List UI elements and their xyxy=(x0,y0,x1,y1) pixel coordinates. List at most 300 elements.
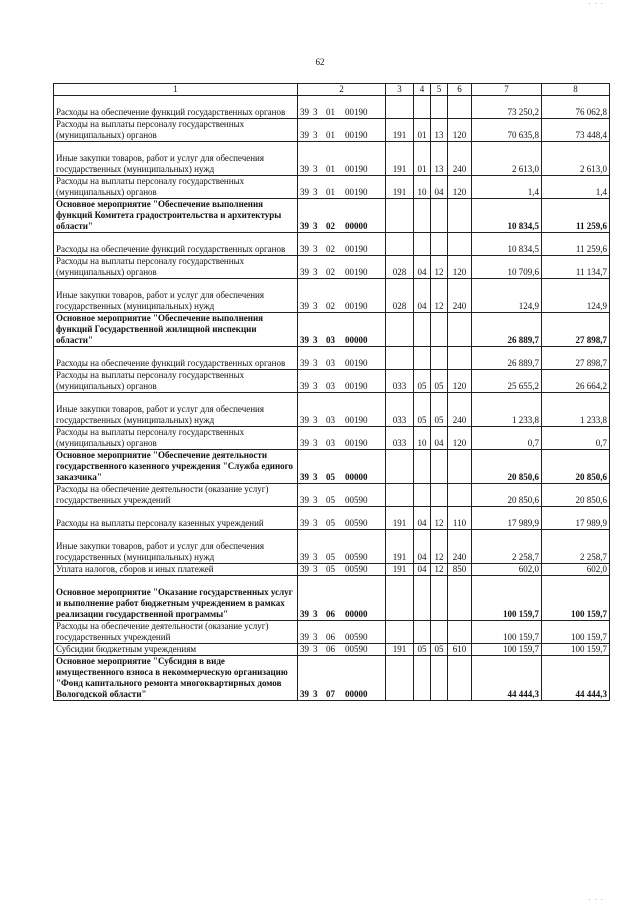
row-code xyxy=(298,564,386,576)
row-col-5 xyxy=(431,656,448,701)
table-row xyxy=(54,256,610,279)
header-col-5: 5 xyxy=(431,84,448,96)
row-col-6: 120 xyxy=(448,119,472,142)
code-part: 00000 xyxy=(345,689,368,699)
row-col-4 xyxy=(414,450,431,484)
row-col-8: 2 258,7 xyxy=(542,530,610,564)
row-col-3 xyxy=(386,576,414,621)
table-row xyxy=(54,450,610,484)
row-name: Расходы на обеспечение функций государственных органов xyxy=(54,233,298,256)
code-part: 03 xyxy=(326,415,335,425)
row-col-8: 124,9 xyxy=(542,279,610,313)
table-row xyxy=(54,370,610,393)
header-col-2: 2 xyxy=(298,84,386,96)
table-header-row xyxy=(54,84,610,96)
code-part: 3 xyxy=(313,495,318,505)
code-part: 00590 xyxy=(345,564,368,574)
table-row xyxy=(54,530,610,564)
row-col-3: 028 xyxy=(386,279,414,313)
row-col-3 xyxy=(386,96,414,119)
row-code xyxy=(298,233,386,256)
code-part: 03 xyxy=(326,438,335,448)
row-col-8: 2 613,0 xyxy=(542,142,610,176)
row-col-6: 240 xyxy=(448,393,472,427)
row-code xyxy=(298,347,386,370)
row-col-4: 04 xyxy=(414,256,431,279)
table-row xyxy=(54,176,610,199)
row-col-7: 10 709,6 xyxy=(472,256,542,279)
row-name: Основное мероприятие "Обеспечение деятельности государственного казенного учреждения "Служба единого заказчика" xyxy=(54,450,298,484)
row-col-7: 100 159,7 xyxy=(472,621,542,644)
row-col-6 xyxy=(448,233,472,256)
code-part: 39 xyxy=(300,164,309,174)
row-col-4: 10 xyxy=(414,176,431,199)
row-col-3: 191 xyxy=(386,530,414,564)
row-col-8: 76 062,8 xyxy=(542,96,610,119)
code-part: 3 xyxy=(313,358,318,368)
code-part: 3 xyxy=(313,564,318,574)
row-col-6 xyxy=(448,313,472,347)
row-col-3 xyxy=(386,621,414,644)
row-name: Расходы на обеспечение функций государственных органов xyxy=(54,96,298,119)
row-col-7: 602,0 xyxy=(472,564,542,576)
code-part: 39 xyxy=(300,335,309,345)
row-col-8: 11 134,7 xyxy=(542,256,610,279)
row-col-3: 191 xyxy=(386,507,414,530)
code-part: 03 xyxy=(326,335,335,345)
code-part: 39 xyxy=(300,358,309,368)
row-col-7: 124,9 xyxy=(472,279,542,313)
row-col-3 xyxy=(386,199,414,233)
row-col-5: 12 xyxy=(431,564,448,576)
row-col-5 xyxy=(431,313,448,347)
code-part: 00190 xyxy=(345,381,368,391)
code-part: 05 xyxy=(326,518,335,528)
row-col-8: 100 159,7 xyxy=(542,576,610,621)
row-code xyxy=(298,393,386,427)
row-code xyxy=(298,370,386,393)
code-part: 00190 xyxy=(345,244,368,254)
code-part: 00000 xyxy=(345,609,368,619)
row-col-6 xyxy=(448,199,472,233)
code-part: 3 xyxy=(313,130,318,140)
row-col-8: 20 850,6 xyxy=(542,484,610,507)
row-col-4 xyxy=(414,347,431,370)
row-col-5: 05 xyxy=(431,370,448,393)
code-part: 3 xyxy=(313,689,318,699)
table-body xyxy=(54,96,610,701)
code-part: 3 xyxy=(313,221,318,231)
header-col-6: 6 xyxy=(448,84,472,96)
row-col-4: 05 xyxy=(414,393,431,427)
row-col-6: 240 xyxy=(448,142,472,176)
corner-mark-top: · · · xyxy=(588,0,604,8)
row-col-6: 610 xyxy=(448,644,472,656)
code-part: 03 xyxy=(326,381,335,391)
row-name: Расходы на обеспечение функций государственных органов xyxy=(54,347,298,370)
header-col-3: 3 xyxy=(386,84,414,96)
row-col-5: 12 xyxy=(431,530,448,564)
code-part: 06 xyxy=(326,632,335,642)
row-col-7: 10 834,5 xyxy=(472,199,542,233)
table-row xyxy=(54,199,610,233)
row-col-8: 0,7 xyxy=(542,427,610,450)
code-part: 06 xyxy=(326,609,335,619)
row-col-3: 191 xyxy=(386,142,414,176)
row-col-5: 04 xyxy=(431,427,448,450)
table-row xyxy=(54,507,610,530)
code-part: 05 xyxy=(326,564,335,574)
code-part: 00590 xyxy=(345,644,368,654)
row-col-4: 10 xyxy=(414,427,431,450)
code-part: 39 xyxy=(300,564,309,574)
row-col-7: 17 989,9 xyxy=(472,507,542,530)
row-col-6 xyxy=(448,656,472,701)
code-part: 00190 xyxy=(345,358,368,368)
code-part: 00000 xyxy=(345,335,368,345)
code-part: 3 xyxy=(313,518,318,528)
row-col-7: 2 258,7 xyxy=(472,530,542,564)
row-col-4: 01 xyxy=(414,142,431,176)
row-col-6 xyxy=(448,347,472,370)
row-col-3: 191 xyxy=(386,119,414,142)
row-col-5 xyxy=(431,450,448,484)
code-part: 00190 xyxy=(345,267,368,277)
row-col-8: 20 850,6 xyxy=(542,450,610,484)
code-part: 00190 xyxy=(345,415,368,425)
code-part: 3 xyxy=(313,107,318,117)
row-name: Основное мероприятие "Обеспечение выполнения функций Государственной жилищной инспекции области" xyxy=(54,313,298,347)
row-col-6 xyxy=(448,576,472,621)
code-part: 39 xyxy=(300,609,309,619)
row-col-6 xyxy=(448,621,472,644)
table-row xyxy=(54,393,610,427)
code-part: 01 xyxy=(326,130,335,140)
row-col-6: 110 xyxy=(448,507,472,530)
row-col-6: 120 xyxy=(448,370,472,393)
row-code xyxy=(298,576,386,621)
code-part: 05 xyxy=(326,495,335,505)
row-name: Уплата налогов, сборов и иных платежей xyxy=(54,564,298,576)
row-col-8: 100 159,7 xyxy=(542,644,610,656)
row-col-7: 44 444,3 xyxy=(472,656,542,701)
table-row xyxy=(54,313,610,347)
code-part: 01 xyxy=(326,164,335,174)
row-col-4 xyxy=(414,576,431,621)
code-part: 39 xyxy=(300,187,309,197)
row-code xyxy=(298,119,386,142)
row-col-7: 20 850,6 xyxy=(472,450,542,484)
row-col-3 xyxy=(386,656,414,701)
row-name: Расходы на обеспечение деятельности (оказание услуг) государственных учреждений xyxy=(54,484,298,507)
code-part: 01 xyxy=(326,107,335,117)
row-col-3: 033 xyxy=(386,393,414,427)
code-part: 39 xyxy=(300,130,309,140)
row-code xyxy=(298,199,386,233)
table-row xyxy=(54,142,610,176)
row-col-6: 850 xyxy=(448,564,472,576)
corner-mark-bottom: · · · xyxy=(588,896,604,904)
code-part: 3 xyxy=(313,164,318,174)
row-col-8: 27 898,7 xyxy=(542,347,610,370)
table-row xyxy=(54,644,610,656)
row-col-3: 191 xyxy=(386,564,414,576)
row-col-5 xyxy=(431,347,448,370)
code-part: 39 xyxy=(300,552,309,562)
row-name: Основное мероприятие "Оказание государственных услуг и выполнение работ бюджетным учреждением в рамках реализации государственной программы" xyxy=(54,576,298,621)
table-row xyxy=(54,233,610,256)
row-code xyxy=(298,450,386,484)
code-part: 00000 xyxy=(345,472,368,482)
row-col-7: 20 850,6 xyxy=(472,484,542,507)
page-number: 62 xyxy=(315,57,325,67)
code-part: 00590 xyxy=(345,495,368,505)
row-col-4 xyxy=(414,484,431,507)
code-part: 3 xyxy=(313,244,318,254)
code-part: 39 xyxy=(300,495,309,505)
row-col-4 xyxy=(414,621,431,644)
code-part: 39 xyxy=(300,381,309,391)
code-part: 39 xyxy=(300,644,309,654)
row-col-8: 17 989,9 xyxy=(542,507,610,530)
table-row xyxy=(54,576,610,621)
code-part: 06 xyxy=(326,644,335,654)
row-col-7: 1,4 xyxy=(472,176,542,199)
row-col-8: 11 259,6 xyxy=(542,199,610,233)
table-row xyxy=(54,347,610,370)
row-col-8: 602,0 xyxy=(542,564,610,576)
row-col-8: 73 448,4 xyxy=(542,119,610,142)
table-row xyxy=(54,484,610,507)
row-name: Расходы на выплаты персоналу казенных учреждений xyxy=(54,507,298,530)
row-col-6 xyxy=(448,484,472,507)
row-col-8: 100 159,7 xyxy=(542,621,610,644)
row-col-4: 04 xyxy=(414,279,431,313)
code-part: 3 xyxy=(313,301,318,311)
table-row xyxy=(54,621,610,644)
row-col-5: 12 xyxy=(431,279,448,313)
row-col-3 xyxy=(386,233,414,256)
code-part: 05 xyxy=(326,552,335,562)
row-col-5: 05 xyxy=(431,393,448,427)
row-col-7: 26 889,7 xyxy=(472,313,542,347)
code-part: 00590 xyxy=(345,632,368,642)
row-code xyxy=(298,644,386,656)
code-part: 02 xyxy=(326,301,335,311)
row-col-6: 240 xyxy=(448,530,472,564)
code-part: 39 xyxy=(300,301,309,311)
code-part: 3 xyxy=(313,381,318,391)
row-col-7: 0,7 xyxy=(472,427,542,450)
row-col-4: 01 xyxy=(414,119,431,142)
code-part: 00590 xyxy=(345,518,368,528)
row-code xyxy=(298,313,386,347)
row-col-4: 04 xyxy=(414,530,431,564)
row-col-8: 26 664,2 xyxy=(542,370,610,393)
header-col-7: 7 xyxy=(472,84,542,96)
row-name: Иные закупки товаров, работ и услуг для обеспечения государственных (муниципальных) нужд xyxy=(54,142,298,176)
row-col-5 xyxy=(431,233,448,256)
code-part: 01 xyxy=(326,187,335,197)
code-part: 3 xyxy=(313,267,318,277)
code-part: 3 xyxy=(313,644,318,654)
code-part: 39 xyxy=(300,221,309,231)
row-col-6: 120 xyxy=(448,256,472,279)
row-col-4: 04 xyxy=(414,507,431,530)
row-col-6 xyxy=(448,450,472,484)
code-part: 00190 xyxy=(345,130,368,140)
code-part: 3 xyxy=(313,335,318,345)
row-col-3: 033 xyxy=(386,427,414,450)
code-part: 00190 xyxy=(345,438,368,448)
header-col-4: 4 xyxy=(414,84,431,96)
row-code xyxy=(298,256,386,279)
row-name: Расходы на выплаты персоналу государственных (муниципальных) органов xyxy=(54,256,298,279)
row-col-4: 05 xyxy=(414,370,431,393)
row-col-5: 05 xyxy=(431,644,448,656)
row-name: Иные закупки товаров, работ и услуг для обеспечения государственных (муниципальных) нужд xyxy=(54,279,298,313)
code-part: 3 xyxy=(313,632,318,642)
header-col-8: 8 xyxy=(542,84,610,96)
code-part: 00190 xyxy=(345,164,368,174)
row-col-3 xyxy=(386,347,414,370)
code-part: 03 xyxy=(326,358,335,368)
row-name: Основное мероприятие "Обеспечение выполнения функций Комитета градостроительства и архитектуры области" xyxy=(54,199,298,233)
row-code xyxy=(298,96,386,119)
row-col-5: 12 xyxy=(431,507,448,530)
row-col-8: 1 233,8 xyxy=(542,393,610,427)
row-name: Иные закупки товаров, работ и услуг для обеспечения государственных (муниципальных) нужд xyxy=(54,393,298,427)
row-col-7: 26 889,7 xyxy=(472,347,542,370)
row-col-4 xyxy=(414,199,431,233)
code-part: 3 xyxy=(313,187,318,197)
row-col-5 xyxy=(431,199,448,233)
table-row xyxy=(54,279,610,313)
row-col-3: 191 xyxy=(386,176,414,199)
row-code xyxy=(298,176,386,199)
table-row xyxy=(54,656,610,701)
row-code xyxy=(298,484,386,507)
row-code xyxy=(298,427,386,450)
row-code xyxy=(298,530,386,564)
row-col-3: 028 xyxy=(386,256,414,279)
row-name: Расходы на выплаты персоналу государственных (муниципальных) органов xyxy=(54,176,298,199)
table-row xyxy=(54,427,610,450)
row-col-3 xyxy=(386,313,414,347)
row-col-5 xyxy=(431,576,448,621)
row-col-3: 033 xyxy=(386,370,414,393)
row-col-7: 10 834,5 xyxy=(472,233,542,256)
code-part: 3 xyxy=(313,472,318,482)
code-part: 00000 xyxy=(345,221,368,231)
row-col-4 xyxy=(414,96,431,119)
row-col-6 xyxy=(448,96,472,119)
row-col-5: 13 xyxy=(431,119,448,142)
row-col-5 xyxy=(431,484,448,507)
code-part: 00190 xyxy=(345,187,368,197)
code-part: 39 xyxy=(300,472,309,482)
code-part: 39 xyxy=(300,438,309,448)
row-col-4 xyxy=(414,313,431,347)
row-name: Расходы на обеспечение деятельности (оказание услуг) государственных учреждений xyxy=(54,621,298,644)
row-name: Основное мероприятие "Субсидия в виде имущественного взноса в некоммерческую организацию "Фонд капитального ремонта многоквартирных домов Вологодской области" xyxy=(54,656,298,701)
code-part: 02 xyxy=(326,244,335,254)
row-code xyxy=(298,621,386,644)
row-col-4 xyxy=(414,656,431,701)
row-col-7: 100 159,7 xyxy=(472,576,542,621)
code-part: 3 xyxy=(313,609,318,619)
row-name: Расходы на выплаты персоналу государственных (муниципальных) органов xyxy=(54,427,298,450)
code-part: 39 xyxy=(300,244,309,254)
row-col-6: 120 xyxy=(448,427,472,450)
row-code xyxy=(298,507,386,530)
code-part: 02 xyxy=(326,221,335,231)
code-part: 00190 xyxy=(345,107,368,117)
row-col-7: 25 655,2 xyxy=(472,370,542,393)
row-col-5: 13 xyxy=(431,142,448,176)
row-code xyxy=(298,279,386,313)
row-col-7: 70 635,8 xyxy=(472,119,542,142)
row-col-7: 2 613,0 xyxy=(472,142,542,176)
code-part: 02 xyxy=(326,267,335,277)
row-code xyxy=(298,656,386,701)
row-name: Расходы на выплаты персоналу государственных (муниципальных) органов xyxy=(54,119,298,142)
row-col-5 xyxy=(431,96,448,119)
table-row xyxy=(54,119,610,142)
row-col-3 xyxy=(386,450,414,484)
row-col-7: 73 250,2 xyxy=(472,96,542,119)
code-part: 07 xyxy=(326,689,335,699)
code-part: 00590 xyxy=(345,552,368,562)
row-name: Субсидии бюджетным учреждениям xyxy=(54,644,298,656)
row-name: Расходы на выплаты персоналу государственных (муниципальных) органов xyxy=(54,370,298,393)
row-col-8: 44 444,3 xyxy=(542,656,610,701)
row-col-7: 100 159,7 xyxy=(472,644,542,656)
table-row xyxy=(54,564,610,576)
row-code xyxy=(298,142,386,176)
code-part: 00190 xyxy=(345,301,368,311)
row-col-8: 27 898,7 xyxy=(542,313,610,347)
row-col-4: 05 xyxy=(414,644,431,656)
row-col-3 xyxy=(386,484,414,507)
row-col-8: 1,4 xyxy=(542,176,610,199)
code-part: 3 xyxy=(313,438,318,448)
code-part: 05 xyxy=(326,472,335,482)
row-col-6: 120 xyxy=(448,176,472,199)
code-part: 3 xyxy=(313,415,318,425)
code-part: 39 xyxy=(300,689,309,699)
header-col-1: 1 xyxy=(54,84,298,96)
row-col-6: 240 xyxy=(448,279,472,313)
table-row xyxy=(54,96,610,119)
row-col-3: 191 xyxy=(386,644,414,656)
budget-table xyxy=(53,83,610,701)
row-col-4 xyxy=(414,233,431,256)
code-part: 39 xyxy=(300,632,309,642)
row-col-8: 11 259,6 xyxy=(542,233,610,256)
row-col-5 xyxy=(431,621,448,644)
row-name: Иные закупки товаров, работ и услуг для обеспечения государственных (муниципальных) нужд xyxy=(54,530,298,564)
code-part: 39 xyxy=(300,415,309,425)
code-part: 39 xyxy=(300,107,309,117)
row-col-4: 04 xyxy=(414,564,431,576)
row-col-5: 04 xyxy=(431,176,448,199)
code-part: 3 xyxy=(313,552,318,562)
row-col-7: 1 233,8 xyxy=(472,393,542,427)
code-part: 39 xyxy=(300,267,309,277)
code-part: 39 xyxy=(300,518,309,528)
row-col-5: 12 xyxy=(431,256,448,279)
